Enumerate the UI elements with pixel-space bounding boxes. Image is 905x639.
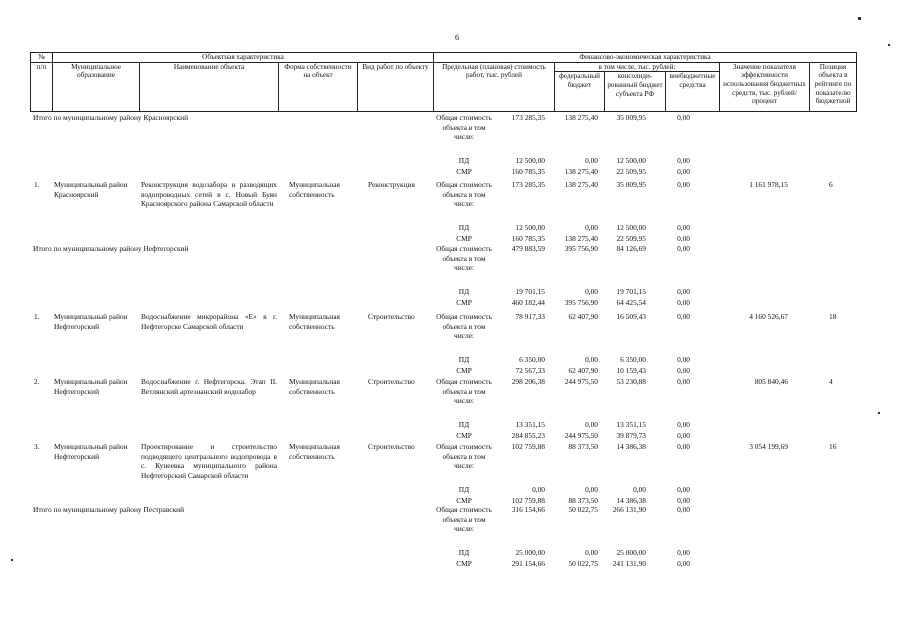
header-municipality: Муниципальное образование xyxy=(53,62,140,112)
pd-value-2: 0,00 xyxy=(585,355,598,364)
ownership-cell: Муниципальная собственность xyxy=(289,180,340,199)
total-value-4: 0,00 xyxy=(677,442,690,451)
total-value-3: 14 386,38 xyxy=(616,442,646,451)
total-value-3: 266 131,90 xyxy=(612,505,646,514)
smr-value-3: 14 386,38 xyxy=(616,496,646,505)
rating-position: 4 xyxy=(829,377,833,386)
smr-value-2: 62 407,90 xyxy=(568,366,598,375)
ownership-cell: Муниципальная собственность xyxy=(289,442,340,461)
total-value-1: 298 206,38 xyxy=(511,377,545,386)
pd-value-2: 0,00 xyxy=(585,287,598,296)
smr-label: СМР xyxy=(456,298,472,307)
pd-label: ПД xyxy=(458,420,470,429)
object-name-cell: Реконструкция водозабора и разводящих водопроводных сетей в с. Новый Буян Красноярского района Самарской области xyxy=(141,180,277,209)
smr-label: СМР xyxy=(456,431,472,440)
municipality-cell: Муниципальный район Нефтегорский xyxy=(54,377,128,396)
smr-value-4: 0,00 xyxy=(677,559,690,568)
pd-value-4: 0,00 xyxy=(677,485,690,494)
total-value-2: 50 022,75 xyxy=(568,505,598,514)
total-value-2: 395 756,90 xyxy=(564,244,598,253)
effectiveness-value: 1 161 978,15 xyxy=(749,180,788,189)
total-title: Итого по муниципальному району Пестравский xyxy=(33,505,185,514)
smr-value-3: 22 509,95 xyxy=(616,234,646,243)
header-financial: Финансово-экономическая характеристика xyxy=(434,53,857,63)
rating-position: 16 xyxy=(829,442,837,451)
total-value-3: 35 009,95 xyxy=(616,113,646,122)
pd-label: ПД xyxy=(458,287,470,296)
total-value-3: 16 509,43 xyxy=(616,312,646,321)
pd-label: ПД xyxy=(458,223,470,232)
smr-value-1: 160 785,35 xyxy=(511,167,545,176)
total-cost-label: Общая стоимость объекта в том числе: xyxy=(436,442,492,471)
effectiveness-value: 4 160 526,67 xyxy=(749,312,788,321)
municipality-cell: Муниципальный район Нефтегорский xyxy=(54,312,128,331)
total-value-2: 244 975,50 xyxy=(564,377,598,386)
work-type-cell: Строительство xyxy=(368,312,415,321)
header-position: Позиция объекта в рейтинге по показателю бюджетной xyxy=(810,62,857,112)
work-type-cell: Строительство xyxy=(368,442,415,451)
header-objective: Объектная характеристика xyxy=(53,53,434,63)
smr-label: СМР xyxy=(456,559,472,568)
smr-value-1: 72 567,33 xyxy=(515,366,545,375)
row-number: 3. xyxy=(34,442,40,451)
pd-value-1: 13 351,15 xyxy=(515,420,545,429)
total-cost-label: Общая стоимость объекта в том числе: xyxy=(436,377,492,406)
pd-value-3: 12 500,00 xyxy=(616,223,646,232)
pd-value-4: 0,00 xyxy=(677,548,690,557)
total-value-4: 0,00 xyxy=(677,377,690,386)
header-work-type: Вид работ по объекту xyxy=(358,62,434,112)
total-value-1: 479 883,59 xyxy=(511,244,545,253)
pd-value-2: 0,00 xyxy=(585,548,598,557)
smr-value-2: 138 275,40 xyxy=(564,234,598,243)
pd-value-4: 0,00 xyxy=(677,287,690,296)
pd-value-1: 6 350,00 xyxy=(519,355,545,364)
pd-value-1: 12 500,00 xyxy=(515,156,545,165)
pd-label: ПД xyxy=(458,548,470,557)
pd-label: ПД xyxy=(458,485,470,494)
total-title: Итого по муниципальному району Красноярский xyxy=(33,113,189,122)
pd-value-3: 12 500,00 xyxy=(616,156,646,165)
smr-value-1: 284 855,23 xyxy=(511,431,545,440)
header-effectiveness: Значение показателя эффективности использования бюджетных средств, тыс. рублей/процент xyxy=(720,62,810,112)
total-value-2: 138 275,40 xyxy=(564,113,598,122)
header-extrabudget: внебюджетные средства xyxy=(666,72,720,112)
municipality-cell: Муниципальный район Красноярский xyxy=(54,180,128,199)
ownership-cell: Муниципальная собственность xyxy=(289,312,340,331)
total-value-2: 62 407,90 xyxy=(568,312,598,321)
smr-value-1: 160 785,35 xyxy=(511,234,545,243)
pd-label: ПД xyxy=(458,355,470,364)
header-ownership: Форма собственности на объект xyxy=(279,62,358,112)
pd-value-1: 0,00 xyxy=(532,485,545,494)
header-object-name: Наименование объекта xyxy=(140,62,279,112)
smr-value-4: 0,00 xyxy=(677,167,690,176)
header-federal: федеральный бюджет xyxy=(555,72,605,112)
pd-value-4: 0,00 xyxy=(677,355,690,364)
pd-value-3: 25 000,00 xyxy=(616,548,646,557)
object-name-cell: Водоснабжение г. Нефтегорска. Этап II. Ветлянский артезианский водозабор xyxy=(141,377,277,396)
total-value-1: 78 917,33 xyxy=(515,312,545,321)
pd-value-2: 0,00 xyxy=(585,223,598,232)
smr-value-4: 0,00 xyxy=(677,496,690,505)
municipality-cell: Муниципальный район Нефтегорский xyxy=(54,442,128,461)
table-header xyxy=(30,52,857,112)
total-value-4: 0,00 xyxy=(677,180,690,189)
smr-value-4: 0,00 xyxy=(677,431,690,440)
smr-value-1: 460 182,44 xyxy=(511,298,545,307)
pd-value-4: 0,00 xyxy=(677,223,690,232)
pd-value-3: 0,00 xyxy=(633,485,646,494)
work-type-cell: Реконструкция xyxy=(368,180,415,189)
pd-value-3: 13 351,15 xyxy=(616,420,646,429)
effectiveness-value: 805 840,46 xyxy=(754,377,788,386)
pd-value-1: 12 500,00 xyxy=(515,223,545,232)
smr-value-3: 10 159,43 xyxy=(616,366,646,375)
smr-value-2: 244 975,50 xyxy=(564,431,598,440)
object-name-cell: Водоснабжение микрорайона «Е» в г. Нефтегорске Самарской области xyxy=(141,312,277,331)
smr-value-2: 395 756,90 xyxy=(564,298,598,307)
total-cost-label: Общая стоимость объекта в том числе: xyxy=(436,312,492,341)
smr-label: СМР xyxy=(456,234,472,243)
row-number: 1. xyxy=(34,312,40,321)
row-number: 2. xyxy=(34,377,40,386)
smr-value-1: 102 759,88 xyxy=(511,496,545,505)
smr-label: СМР xyxy=(456,366,472,375)
rating-position: 6 xyxy=(829,180,833,189)
header-num-sub: п/п xyxy=(31,62,53,112)
smr-value-2: 88 373,50 xyxy=(568,496,598,505)
smr-value-1: 291 154,66 xyxy=(511,559,545,568)
pd-value-3: 19 701,15 xyxy=(616,287,646,296)
header-max-cost: Предельная (плановая) стоимость работ, тыс. рублей xyxy=(434,62,555,112)
total-value-3: 53 230,88 xyxy=(616,377,646,386)
pd-value-3: 6 350,00 xyxy=(620,355,646,364)
header-including: в том числе, тыс. рублей: xyxy=(555,62,720,72)
pd-value-1: 25 000,00 xyxy=(515,548,545,557)
rating-position: 18 xyxy=(829,312,837,321)
smr-label: СМР xyxy=(456,496,472,505)
total-value-1: 316 154,66 xyxy=(511,505,545,514)
smr-value-3: 22 509,95 xyxy=(616,167,646,176)
pd-value-2: 0,00 xyxy=(585,485,598,494)
total-value-4: 0,00 xyxy=(677,505,690,514)
smr-value-4: 0,00 xyxy=(677,366,690,375)
header-num: № xyxy=(31,53,53,63)
total-value-2: 138 275,40 xyxy=(564,180,598,189)
page-number: 6 xyxy=(455,33,459,42)
total-cost-label: Общая стоимость объекта в том числе: xyxy=(436,180,492,209)
header-consolidated: консолиди-рованный бюджет субъекта РФ xyxy=(605,72,666,112)
pd-value-2: 0,00 xyxy=(585,420,598,429)
total-value-4: 0,00 xyxy=(677,244,690,253)
effectiveness-value: 3 054 199,69 xyxy=(749,442,788,451)
pd-value-4: 0,00 xyxy=(677,420,690,429)
smr-value-3: 39 879,73 xyxy=(616,431,646,440)
total-title: Итого по муниципальному району Нефтегорский xyxy=(33,244,189,253)
object-name-cell: Проектирование и строительство подводящего центрального водопровода в с. Кунеевка муниципального района Нефтегорский Самарской области xyxy=(141,442,277,480)
row-number: 1. xyxy=(34,180,40,189)
smr-value-3: 241 131,90 xyxy=(612,559,646,568)
total-value-3: 84 126,69 xyxy=(616,244,646,253)
smr-value-3: 64 425,54 xyxy=(616,298,646,307)
smr-value-4: 0,00 xyxy=(677,298,690,307)
total-value-3: 35 009,95 xyxy=(616,180,646,189)
pd-label: ПД xyxy=(458,156,470,165)
work-type-cell: Строительство xyxy=(368,377,415,386)
total-value-1: 102 759,88 xyxy=(511,442,545,451)
total-value-1: 173 285,35 xyxy=(511,180,545,189)
pd-value-4: 0,00 xyxy=(677,156,690,165)
ownership-cell: Муниципальная собственность xyxy=(289,377,340,396)
total-cost-label: Общая стоимость объекта в том числе: xyxy=(436,244,492,273)
total-value-2: 88 373,50 xyxy=(568,442,598,451)
total-cost-label: Общая стоимость объекта в том числе: xyxy=(436,505,492,534)
smr-label: СМР xyxy=(456,167,472,176)
smr-value-4: 0,00 xyxy=(677,234,690,243)
total-value-4: 0,00 xyxy=(677,312,690,321)
total-value-1: 173 285,35 xyxy=(511,113,545,122)
pd-value-2: 0,00 xyxy=(585,156,598,165)
smr-value-2: 50 022,75 xyxy=(568,559,598,568)
pd-value-1: 19 701,15 xyxy=(515,287,545,296)
total-value-4: 0,00 xyxy=(677,113,690,122)
smr-value-2: 138 275,40 xyxy=(564,167,598,176)
total-cost-label: Общая стоимость объекта в том числе: xyxy=(436,113,492,142)
